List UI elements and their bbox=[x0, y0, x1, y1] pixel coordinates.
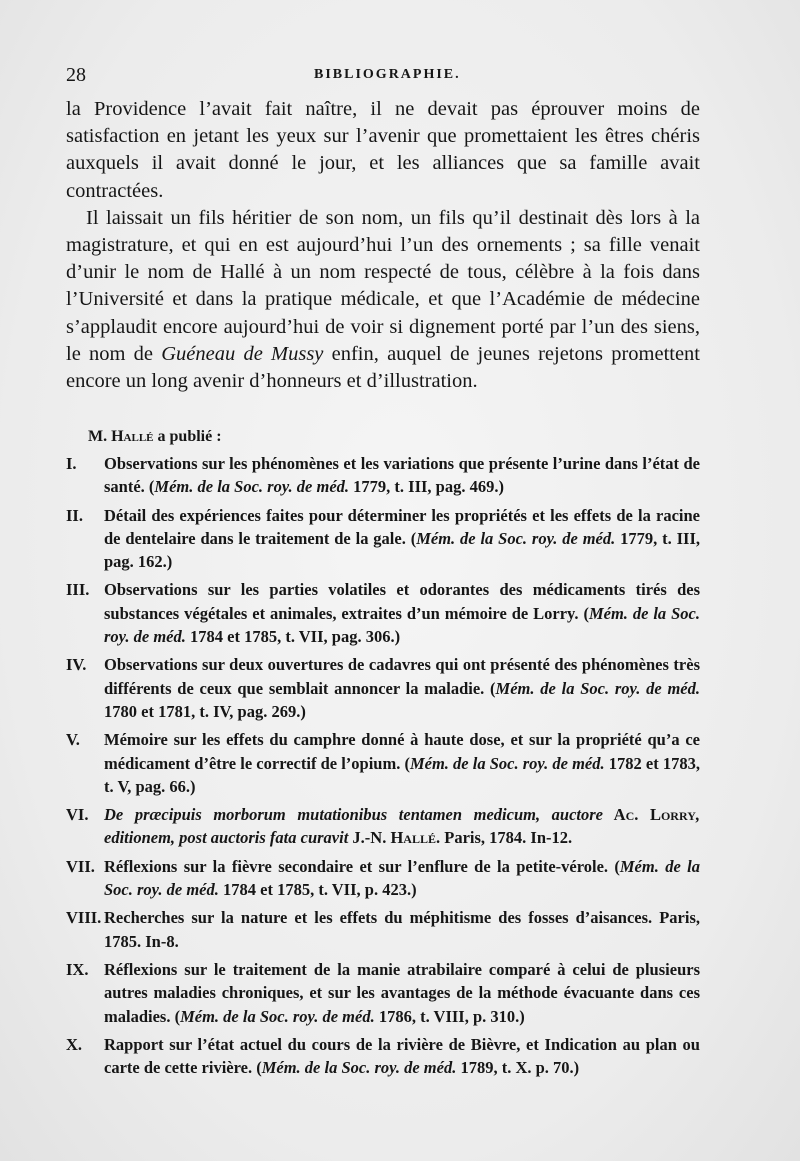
entry-tail: 1779, t. III, pag. 469.) bbox=[349, 477, 504, 497]
entry-tail: . Paris, 1784. In-12. bbox=[435, 828, 573, 848]
bibliography-entry bbox=[66, 504, 700, 574]
entry-reference: Mém. de la Soc. roy. de méd. bbox=[416, 528, 616, 548]
entry-latin-title: De præcipuis morborum mutationibus tentamen medicum, auctore bbox=[104, 805, 603, 825]
entry-text: Rapport sur l’état actuel du cours de la rivière de Bièvre, et Indication au plan ou carte de cette rivière. ( bbox=[104, 1034, 700, 1078]
bibliography-entry bbox=[66, 906, 700, 953]
entry-number: III. bbox=[66, 580, 90, 600]
entry-tail: 1780 et 1781, t. IV, pag. 269.) bbox=[104, 701, 306, 721]
bibliography-entry bbox=[66, 653, 700, 723]
bibliography-intro bbox=[88, 428, 222, 446]
entry-number: II. bbox=[66, 505, 83, 525]
intro-author-name: Hallé bbox=[111, 428, 154, 445]
entry-text: Mémoire sur les effets du camphre donné à haute dose, et sur la propriété qu’a ce médicament d’être le correctif de l’opium. ( bbox=[104, 730, 700, 773]
entry-text: Observations sur deux ouvertures de cadavres qui ont présenté des phénomènes très différents de ceux que semblait annoncer la maladie. ( bbox=[104, 655, 700, 698]
page-number: 28 bbox=[66, 64, 86, 86]
entry-tail: 1786, t. VIII, p. 310.) bbox=[374, 1006, 525, 1026]
entry-number: V. bbox=[66, 730, 80, 750]
paragraph-2-part-1: Il laissait un fils héritier de son nom, un fils qu’il destinait dès lors à la magistrature, et qui en est aujourd’hui l’un des ornements ; sa fille venait d’unir le nom de Hallé à un nom respecté de tous, célèbre à la fois dans l’Université et dans la pratique médicale, et que l’Académie de médecine s’applaudit encore aujourd’hui de voir si dignement porté par l’un des siens, le nom de bbox=[66, 206, 700, 365]
entry-text: Détail des expériences faites pour déterminer les propriétés et les effets de la racine de dentelaire dans le traitement de la gale. ( bbox=[104, 505, 700, 548]
running-title: BIBLIOGRAPHIE. bbox=[314, 67, 461, 82]
page-header bbox=[66, 64, 726, 88]
entry-reference: Mém. de la Soc. roy. de méd. bbox=[495, 678, 700, 698]
bibliography-entry bbox=[66, 578, 700, 648]
body-text bbox=[66, 96, 700, 395]
entry-tail: 1779, t. III, pag. 162.) bbox=[104, 528, 700, 572]
entry-number: IV. bbox=[66, 655, 87, 675]
entry-editor-name: Hallé bbox=[390, 828, 436, 848]
name-italic: Guéneau de Mussy bbox=[161, 342, 324, 365]
paragraph-1: la Providence l’avait fait naître, il ne devait pas éprouver moins de satisfaction en jetant les yeux sur l’avenir que promettaient les êtres chéris auxquels il avait donné le jour, et les alliances que sa famille avait contractées. bbox=[66, 98, 700, 202]
entry-text: Réflexions sur le traitement de la manie atrabilaire comparé à celui de plusieurs autres maladies chroniques, et sur les avantages de la méthode évacuante dans ces maladies. ( bbox=[104, 959, 700, 1026]
entry-text: Observations sur les parties volatiles et odorantes des médicaments tirés des substances végétales et animales, extraites d’un mémoire de Lorry. ( bbox=[104, 580, 700, 623]
entry-editor-initials: J.-N. bbox=[348, 828, 391, 848]
entry-tail: 1784 et 1785, t. VII, p. 423.) bbox=[218, 880, 417, 900]
entry-latin-continuation: , editionem, post auctoris fata curavit bbox=[104, 805, 700, 848]
entry-number: X. bbox=[66, 1034, 83, 1054]
entry-number: VII. bbox=[66, 856, 95, 876]
entry-number: IX. bbox=[66, 959, 89, 979]
entry-author-lorry: Ac. Lorry bbox=[603, 805, 696, 825]
intro-suffix: a publié : bbox=[153, 428, 222, 445]
entry-reference: Mém. de la Soc. roy. de méd. bbox=[154, 477, 350, 497]
paragraph-2-part-2: enfin, auquel de jeunes rejetons promettent encore un long avenir d’honneurs et d’illustration. bbox=[66, 342, 701, 393]
entry-number: VI. bbox=[66, 805, 89, 825]
bibliography-list bbox=[66, 452, 700, 1084]
entry-reference: Mém. de la Soc. roy. de méd. bbox=[104, 603, 700, 647]
bibliography-entry bbox=[66, 452, 700, 499]
entry-text: Réflexions sur la fièvre secondaire et sur l’enflure de la petite-vérole. ( bbox=[104, 856, 620, 876]
entry-reference: Mém. de la Soc. roy. de méd. bbox=[180, 1006, 375, 1026]
entry-number: I. bbox=[66, 454, 77, 473]
bibliography-entry bbox=[66, 958, 700, 1028]
bibliography-entry bbox=[66, 1033, 700, 1080]
intro-prefix: M. bbox=[88, 428, 112, 445]
entry-tail: 1782 et 1783, t. V, pag. 66.) bbox=[104, 753, 700, 796]
entry-tail: 1784 et 1785, t. VII, pag. 306.) bbox=[185, 627, 401, 647]
paragraph-2 bbox=[66, 205, 700, 395]
entry-reference: Mém. de la Soc. roy. de méd. bbox=[104, 856, 700, 900]
entry-number: VIII. bbox=[66, 908, 102, 928]
entry-tail: 1789, t. X. p. 70.) bbox=[456, 1058, 580, 1078]
bibliography-entry bbox=[66, 803, 700, 850]
entry-reference: Mém. de la Soc. roy. de méd. bbox=[261, 1058, 457, 1078]
entry-text: Recherches sur la nature et les effets du méphitisme des fosses d’aisances. Paris, 1785. In-8. bbox=[104, 908, 700, 951]
bibliography-entry bbox=[66, 728, 700, 798]
bibliography-entry bbox=[66, 855, 700, 902]
entry-text: Observations sur les phénomènes et les variations que présente l’urine dans l’état de santé. ( bbox=[104, 454, 700, 497]
entry-reference: Mém. de la Soc. roy. de méd. bbox=[409, 753, 605, 773]
